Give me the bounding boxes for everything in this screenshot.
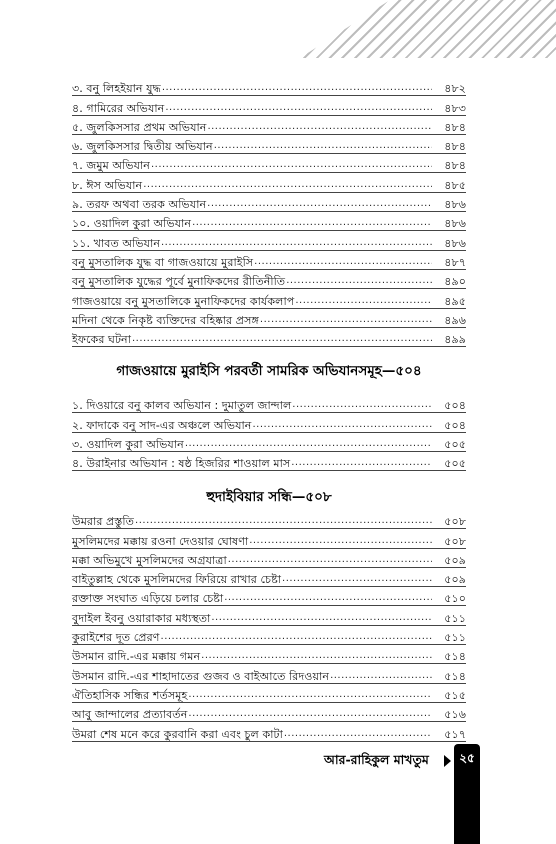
toc-entry — [72, 115, 466, 134]
toc-entry-title: ১০. ওয়াদিল কুরা অভিযান — [72, 217, 192, 231]
dot-leader — [165, 101, 432, 114]
toc-entry — [72, 393, 466, 412]
footer-book-title: আর-রাহিকুল মাখতুম — [324, 752, 429, 767]
toc-entry-title: ৩. ওয়াদিল কুরা অভিযান — [72, 437, 184, 451]
toc-entry-page: ৫০৮ — [444, 515, 466, 529]
toc-entry-title: উসমান রাদি.-এর মক্কায় গমন — [72, 650, 201, 664]
toc-entry-title: ৯. তরফ অথবা তরক অভিযান — [72, 198, 207, 212]
toc-entry-page: ৫১৪ — [444, 669, 466, 683]
toc-entry — [72, 567, 466, 586]
toc-entry — [72, 683, 466, 702]
toc-entry — [72, 95, 466, 114]
toc-entry-title: বাইতুল্লাহ থেকে মুসলিমদের ফিরিয়ে রাখার চেষ্টা — [72, 573, 282, 587]
section-heading-post-muraisi: গাজওয়ায়ে মুরাইসি পরবর্তী সামরিক অভিযানসমূহ—৫০৪ — [116, 363, 422, 379]
toc-entry-page: ৪৯৬ — [444, 313, 466, 327]
dot-leader — [211, 611, 432, 624]
dot-leader — [192, 216, 432, 229]
toc-entry — [72, 721, 466, 740]
toc-section-1 — [72, 76, 466, 346]
toc-entry — [72, 625, 466, 644]
toc-entry-page: ৫০৯ — [444, 553, 466, 567]
dot-leader — [282, 572, 432, 585]
toc-entry-page: ৫০৪ — [444, 418, 466, 432]
dot-leader — [260, 313, 432, 326]
toc-entry-title: ১১. খাবত অভিযান — [72, 236, 160, 250]
toc-entry — [72, 586, 466, 605]
toc-entry — [72, 412, 466, 431]
toc-entry-title: মদিনা থেকে নিকৃষ্ট ব্যক্তিদের বহিষ্কার প্রসঙ্গ — [72, 313, 259, 327]
toc-entry-page: ৪৮৭ — [444, 255, 466, 269]
toc-entry-title: আবু জান্দালের প্রত্যাবর্তন — [72, 708, 188, 722]
toc-entry-page: ৫০৪ — [444, 399, 466, 413]
corner-hatch-decoration — [300, 0, 556, 58]
toc-entry-page: ৫০৫ — [444, 437, 466, 451]
dot-leader — [292, 398, 432, 411]
toc-entry — [72, 153, 466, 172]
toc-entry-page: ৫১৬ — [444, 708, 466, 722]
toc-section-3 — [72, 509, 466, 741]
dot-leader — [207, 120, 432, 133]
toc-entry-title: মুসলিমদের মক্কায় রওনা দেওয়ার ঘোষণা — [72, 534, 249, 548]
toc-entry-title: উসমান রাদি.-এর শাহাদাতের গুজব ও বাইআতে রিদওয়ান — [72, 669, 330, 683]
toc-entry-page: ৫০৫ — [444, 457, 466, 471]
dot-leader — [143, 178, 432, 191]
toc-entry-title: ১. দিওয়ারে বনু কালব অভিযান : দুমাতুল জান্দাল — [72, 399, 292, 413]
toc-entry-title: ৭. জমুম অভিযান — [72, 159, 150, 173]
toc-entry-title: বনু মুসতালিক যুদ্ধের পূর্বে মুনাফিকদের রীতিনীতি — [72, 275, 286, 289]
toc-entry-page: ৫১৭ — [444, 727, 466, 741]
toc-entry — [72, 644, 466, 663]
dot-leader — [135, 514, 432, 527]
toc-entry-title: কুরাইশের দূত প্রেরণ — [72, 631, 160, 645]
toc-entry-title: মক্কা অভিমুখে মুসলিমদের অগ্রযাত্রা — [72, 553, 227, 567]
toc-entry-page: ৫১১ — [444, 631, 466, 645]
toc-entry — [72, 702, 466, 721]
toc-entry-page: ৫১১ — [444, 611, 466, 625]
dot-leader — [249, 534, 432, 547]
dot-leader — [291, 456, 432, 469]
dot-leader — [188, 707, 432, 720]
toc-entry-page: ৪৯৯ — [444, 333, 466, 347]
toc-entry — [72, 211, 466, 230]
dot-leader — [214, 139, 432, 152]
toc-entry-page: ৪৮৬ — [444, 198, 466, 212]
toc-entry-page: ৫০৮ — [444, 534, 466, 548]
dot-leader — [161, 630, 432, 643]
toc-entry-page: ৪৯৫ — [444, 294, 466, 308]
toc-entry-page: ৪৮৪ — [444, 120, 466, 134]
toc-entry — [72, 605, 466, 624]
toc-entry-title: ৫. জুলকিসসার প্রথম অভিযান — [72, 120, 207, 134]
dot-leader — [254, 255, 432, 268]
dot-leader — [201, 649, 432, 662]
toc-section-2 — [72, 393, 466, 470]
toc-entry-page: ৪৯০ — [444, 275, 466, 289]
toc-entry-title: ৬. জুলকিসসার দ্বিতীয় অভিযান — [72, 140, 213, 154]
toc-entry-title: বুদাইল ইবনু ওয়ারাকার মধ্যস্থতা — [72, 611, 211, 625]
toc-entry-title: ২. ফাদাকে বনু সাদ-এর অঞ্চলে অভিযান — [72, 418, 252, 432]
dot-leader — [185, 437, 432, 450]
toc-entry — [72, 230, 466, 249]
dot-leader — [132, 332, 432, 345]
dot-leader — [252, 418, 432, 431]
toc-entry — [72, 327, 466, 346]
toc-entry-title: ৪. গামিরের অভিযান — [72, 101, 165, 115]
toc-entry-title: গাজওয়ায়ে বনু মুসতালিকে মুনাফিকদের কার্যকলাপ — [72, 294, 295, 308]
toc-entry-title: ঐতিহাসিক সন্ধির শর্তসমূহ — [72, 688, 188, 702]
toc-entry — [72, 288, 466, 307]
toc-entry — [72, 192, 466, 211]
section-heading-hudaibiya: হুদাইবিয়ার সন্ধি—৫০৮ — [206, 489, 332, 505]
toc-entry-page: ৪৮২ — [444, 82, 466, 96]
toc-entry — [72, 172, 466, 191]
toc-entry-title: উমরা শেষ মনে করে কুরবানি করা এবং চুল কাটা — [72, 727, 283, 741]
dot-leader — [188, 688, 432, 701]
toc-entry-page: ৫১০ — [444, 592, 466, 606]
toc-entry-page: ৪৮৬ — [444, 217, 466, 231]
dot-leader — [286, 274, 432, 287]
toc-entry — [72, 451, 466, 470]
toc-entry-title: বনু মুসতালিক যুদ্ধ বা গাজওয়ায়ে মুরাইসি — [72, 255, 254, 269]
toc-entry-page: ৪৮৪ — [444, 159, 466, 173]
dot-leader — [330, 669, 432, 682]
toc-entry-page: ৪৮৩ — [444, 101, 466, 115]
toc-entry-title: ৩. বনু লিহইয়ান যুদ্ধ — [72, 82, 161, 96]
dot-leader — [228, 553, 432, 566]
dot-leader — [161, 236, 432, 249]
toc-entry-page: ৪৮৪ — [444, 140, 466, 154]
toc-entry-page: ৫১৪ — [444, 650, 466, 664]
toc-entry — [72, 548, 466, 567]
footer-arrow-icon — [444, 755, 451, 767]
toc-entry — [72, 432, 466, 451]
toc-entry — [72, 250, 466, 269]
dot-leader — [207, 197, 432, 210]
toc-entry — [72, 528, 466, 547]
toc-entry-title: ৮. ঈস অভিযান — [72, 178, 143, 192]
page-number-tab — [454, 744, 480, 844]
toc-entry-page: ৪৮৬ — [444, 236, 466, 250]
toc-entry — [72, 663, 466, 682]
dot-leader — [224, 591, 432, 604]
toc-entry-title: উমরার প্রস্তুতি — [72, 515, 135, 529]
toc-entry — [72, 269, 466, 288]
toc-entry-page: ৪৮৫ — [444, 178, 466, 192]
toc-entry — [72, 134, 466, 153]
toc-entry — [72, 509, 466, 528]
toc-entry-title: ৪. উরাইনার অভিযান : ষষ্ঠ হিজরির শাওয়াল মাস — [72, 457, 291, 471]
page-number: ২৫ — [459, 751, 475, 765]
toc-entry-title: ইফকের ঘটনা — [72, 333, 131, 347]
toc-entry — [72, 308, 466, 327]
toc-entry — [72, 76, 466, 95]
dot-leader — [162, 81, 432, 94]
toc-entry-page: ৫১৫ — [444, 688, 466, 702]
toc-entry-page: ৫০৯ — [444, 573, 466, 587]
dot-leader — [151, 158, 432, 171]
dot-leader — [284, 727, 432, 740]
dot-leader — [295, 294, 432, 307]
toc-entry-title: রক্তাক্ত সংঘাত এড়িয়ে চলার চেষ্টা — [72, 592, 224, 606]
